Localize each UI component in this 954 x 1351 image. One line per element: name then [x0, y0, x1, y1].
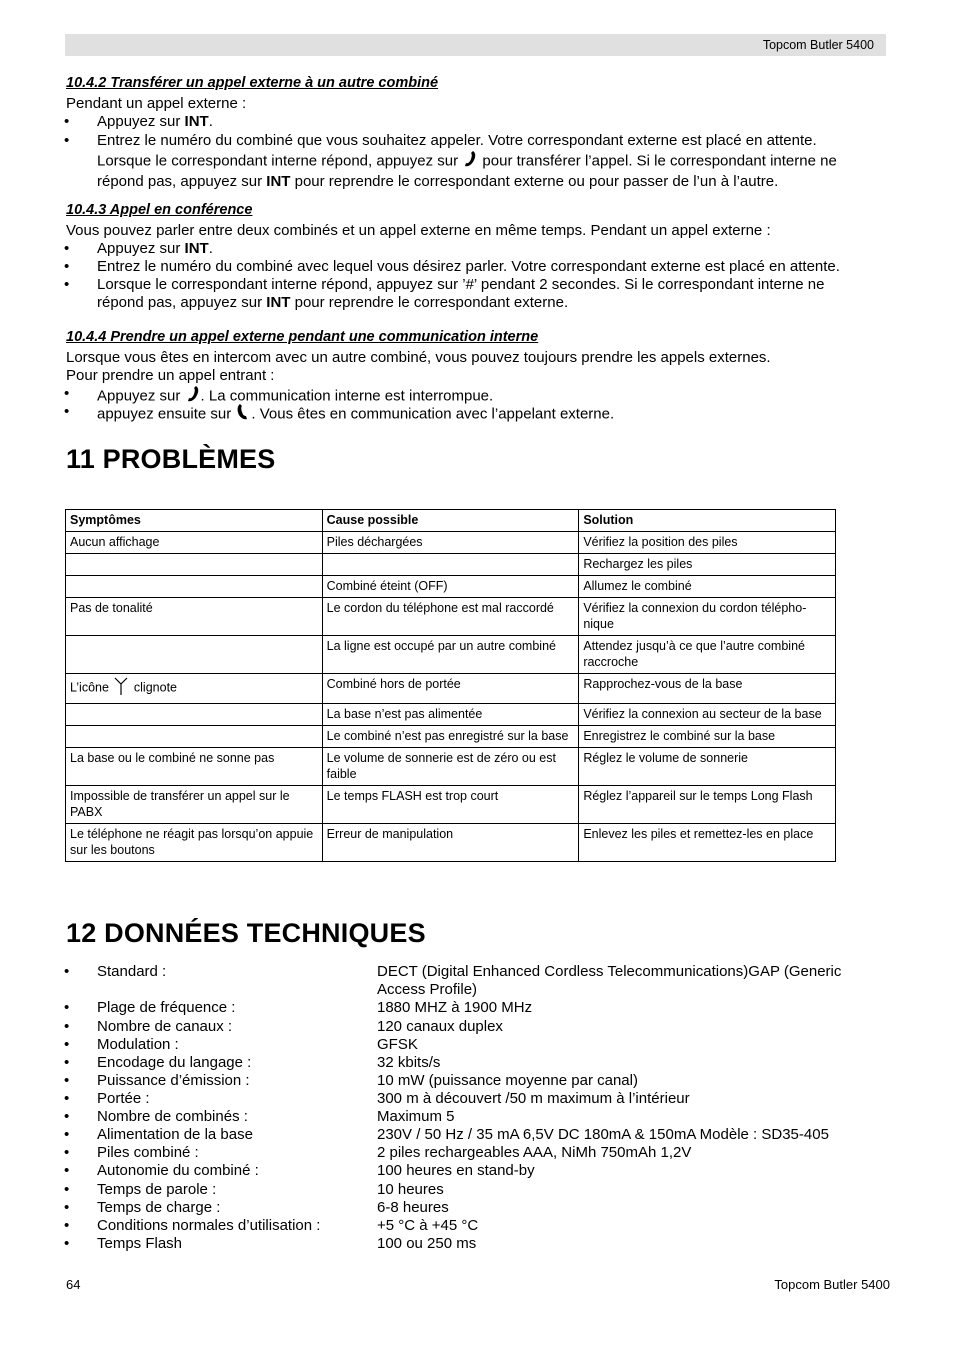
section-12-heading: 12 DONNÉES TECHNIQUES	[66, 918, 426, 948]
s1042-intro: Pendant un appel externe :	[66, 95, 247, 112]
table-cell: Impossible de transférer un appel sur le PABX	[66, 786, 323, 824]
bullet: •	[64, 132, 70, 149]
table-row	[66, 532, 836, 554]
handset-talk-icon	[462, 150, 478, 173]
table-cell: Enlevez les piles et remettez-les en place	[579, 824, 836, 862]
table-cell: Le temps FLASH est trop court	[322, 786, 579, 824]
table-cell: Réglez l’appareil sur le temps Long Flash	[579, 786, 836, 824]
table-cell: Allumez le combiné	[579, 576, 836, 598]
table-cell: La base ou le combiné ne sonne pas	[66, 748, 323, 786]
table-cell: Réglez le volume de sonnerie	[579, 748, 836, 786]
table-cell: Vérifiez la position des piles	[579, 532, 836, 554]
section-11-heading: 11 PROBLÈMES	[66, 444, 276, 474]
problems-table	[65, 509, 836, 862]
table-cell: Combiné éteint (OFF)	[322, 576, 579, 598]
s1044-bullet-1: Appuyez sur . La communication interne est interrompue.	[97, 385, 887, 408]
header-cell: Solution	[579, 510, 836, 532]
table-cell: Le téléphone ne réagit pas lorsqu’on appuie sur les boutons	[66, 824, 323, 862]
section-10-4-2-title: 10.4.2 Transférer un appel externe à un autre combiné	[66, 75, 439, 91]
table-cell: Le volume de sonnerie est de zéro ou est faible	[322, 748, 579, 786]
table-cell	[66, 726, 323, 748]
header-cell: Symptômes	[66, 510, 323, 532]
table-cell: Vérifiez la connexion du cordon télépho-nique	[579, 598, 836, 636]
s1043-bullet-1: Appuyez sur INT.	[97, 240, 213, 257]
table-row	[66, 748, 836, 786]
table-cell: Erreur de manipulation	[322, 824, 579, 862]
bullet: •	[64, 403, 70, 420]
handset-icon	[235, 403, 251, 426]
table-header-row	[66, 510, 836, 532]
section-10-4-4-title: 10.4.4 Prendre un appel externe pendant une communication interne	[66, 329, 539, 345]
bullet: •	[64, 113, 70, 130]
bullet: •	[64, 258, 70, 275]
table-row	[66, 598, 836, 636]
antenna-icon	[112, 676, 130, 700]
bullet: •	[64, 276, 70, 293]
header-title: Topcom Butler 5400	[762, 38, 874, 52]
s1044-bullet-2: appuyez ensuite sur . Vous êtes en communication avec l’appelant externe.	[97, 403, 887, 426]
table-row	[66, 704, 836, 726]
table-cell: La base n’est pas alimentée	[322, 704, 579, 726]
s1044-intro-1: Lorsque vous êtes en intercom avec un autre combiné, vous pouvez toujours prendre les appels externes.	[66, 349, 771, 366]
s1042-bullet-1: Appuyez sur INT.	[97, 113, 213, 130]
table-cell: Pas de tonalité	[66, 598, 323, 636]
table-cell: Vérifiez la connexion au secteur de la base	[579, 704, 836, 726]
table-cell	[66, 554, 323, 576]
s1044-intro-2: Pour prendre un appel entrant :	[66, 367, 275, 384]
table-row	[66, 674, 836, 704]
table-cell	[322, 554, 579, 576]
table-row	[66, 576, 836, 598]
table-cell: La ligne est occupé par un autre combiné	[322, 636, 579, 674]
table-row	[66, 636, 836, 674]
s1042-bullet-2: Entrez le numéro du combiné que vous souhaitez appeler. Votre correspondant externe est placé en attente. Lorsque le correspondant interne répond, appuyez sur pour transférer l’appel. Si le correspondant interne ne répond pas, appuyez sur INT pour reprendre le correspondant externe ou pour passer de l’un à l’autre.	[97, 132, 837, 190]
table-row	[66, 824, 836, 862]
table-cell: Rapprochez-vous de la base	[579, 674, 836, 704]
table-cell: Le cordon du téléphone est mal raccordé	[322, 598, 579, 636]
section-10-4-3-title: 10.4.3 Appel en conférence	[66, 202, 253, 218]
table-cell: Le combiné n’est pas enregistré sur la base	[322, 726, 579, 748]
page-number: 64	[66, 1277, 81, 1292]
table-row	[66, 786, 836, 824]
table-cell	[66, 576, 323, 598]
table-cell: L’icône clignote	[66, 674, 323, 704]
table-cell: Combiné hors de portée	[322, 674, 579, 704]
table-cell: Piles déchargées	[322, 532, 579, 554]
table-cell	[66, 704, 323, 726]
bullet: •	[64, 385, 70, 402]
s1043-intro: Vous pouvez parler entre deux combinés et un appel externe en même temps. Pendant un appel externe :	[66, 222, 771, 239]
table-cell: Rechargez les piles	[579, 554, 836, 576]
table-row	[66, 554, 836, 576]
header-bar	[65, 34, 886, 56]
table-row	[66, 726, 836, 748]
table-cell: Enregistrez le combiné sur la base	[579, 726, 836, 748]
footer-title: Topcom Butler 5400	[774, 1277, 890, 1292]
s1043-bullet-2: Entrez le numéro du combiné avec lequel vous désirez parler. Votre correspondant externe est placé en attente.	[97, 258, 840, 275]
s1043-bullet-3: Lorsque le correspondant interne répond, appuyez sur ’#’ pendant 2 secondes. Si le correspondant interne ne répond pas, appuyez sur INT pour reprendre le correspondant externe.	[97, 276, 825, 311]
bullet: •	[64, 240, 70, 257]
table-cell: Aucun affichage	[66, 532, 323, 554]
header-cell: Cause possible	[322, 510, 579, 532]
table-cell	[66, 636, 323, 674]
table-cell: Attendez jusqu’à ce que l’autre combiné raccroche	[579, 636, 836, 674]
